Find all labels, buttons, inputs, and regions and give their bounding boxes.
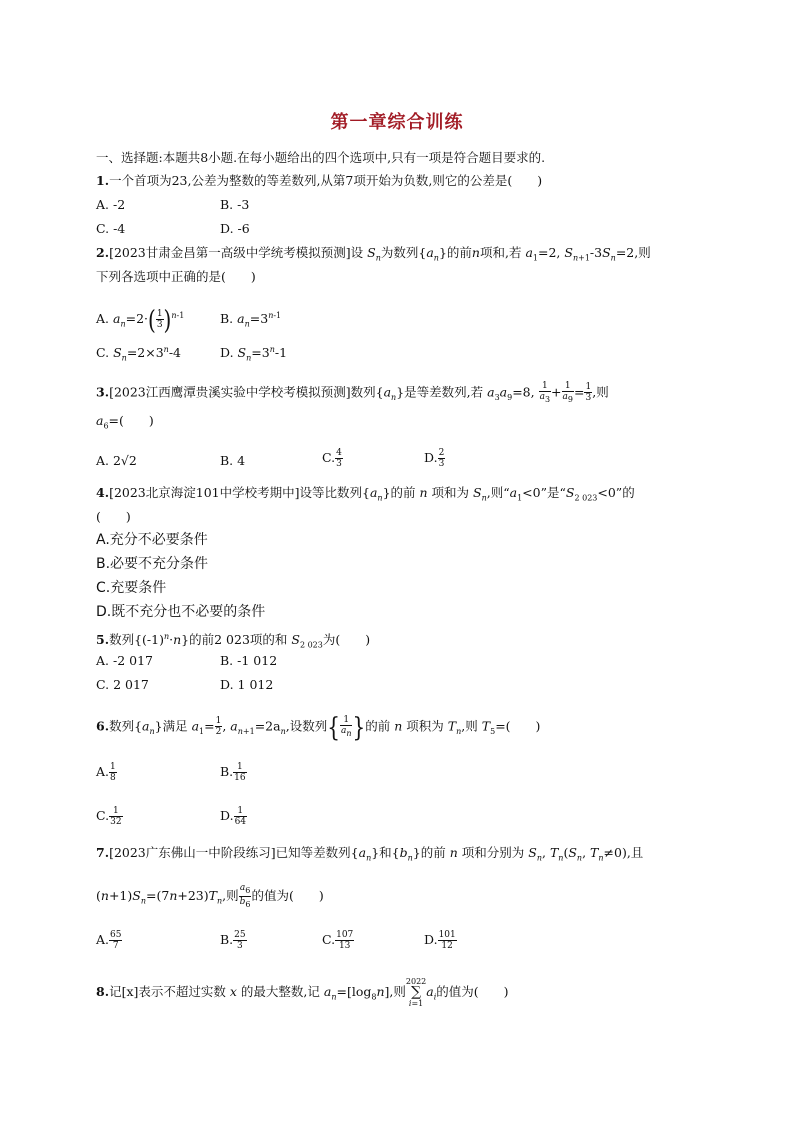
- question-7-line2: $(n+1)S_n=(7n+23)T_n$,则 $\frac{a_6}{b_6}$ 的值为( ): [96, 883, 324, 909]
- question-4: 4.[2023北京海淀101中学校考期中]设等比数列$\{a_n\}$的前 n 项和为 $S_n$,则“$a_1<0$”是“$S_{2 023}<0$”的: [96, 485, 635, 503]
- page-title: 第一章综合训练: [330, 112, 464, 133]
- stem-text: 的值为( ): [436, 984, 509, 999]
- option-b: B.必要不充分条件: [96, 556, 209, 572]
- question-number: 8.: [96, 984, 110, 999]
- question-number: 5.: [96, 632, 110, 648]
- option-a: A. $a_n=2\cdot$( $\frac{1}{3}$ )$^{n-1}$: [96, 304, 185, 336]
- frac-den: 32: [110, 817, 122, 827]
- option-d: [220, 806, 247, 827]
- stem-text: =2,则: [615, 245, 651, 260]
- stem-text: 为数列: [380, 245, 419, 260]
- option-b: [220, 762, 247, 783]
- question-2: 2.[2023甘肃金昌第一高级中学统考模拟预测]设 $S_n$为数列$\{a_n\}$的前n项和,若 $a_1=2$, $S_{n+1}-3S_n=2$,则: [96, 245, 651, 263]
- option-a: A. 2√2: [96, 453, 137, 468]
- frac-den: 64: [234, 817, 247, 827]
- stem-text: 设: [350, 245, 364, 260]
- frac-den: 13: [338, 941, 351, 951]
- question-6: 6.数列$\{a_n\}$满足 $a_1=$ $\frac{1}{2}$ , $a_{n+1}=2a_n$,设数列{ $\frac{1}{a_n}$ }的前 n 项积为 $T_n$,则 $T_5=$( ): [96, 711, 541, 743]
- question-4-line2: ( ): [96, 509, 131, 524]
- frac-num: 1: [109, 806, 122, 817]
- option-d: D. 1 012: [220, 677, 274, 692]
- stem-text: 的前: [365, 718, 391, 734]
- question-3: 3.[2023江西鹰潭贵溪实验中学校考模拟预测]数列$\{a_n\}$是等差数列,若 $a_3a_9=8$, $\frac{1}{a_3}$ + $\frac{1}{a_9}$ = $\frac{1}{3}$ ,则: [96, 381, 609, 404]
- question-number: 2.: [96, 245, 110, 260]
- frac-num: 107: [336, 930, 354, 940]
- option-label: C.: [322, 450, 336, 465]
- frac-num: 101: [438, 930, 456, 940]
- frac-den: 3: [336, 459, 342, 469]
- option-label: C.: [322, 932, 336, 947]
- stem-text: 的前: [446, 245, 472, 260]
- stem-text: 的值为( ): [251, 887, 324, 903]
- option-c: [96, 806, 123, 827]
- option-a: [96, 762, 117, 783]
- option-b: B. -3: [220, 197, 250, 212]
- frac-num: 1: [234, 806, 247, 817]
- option-b: B. -1 012: [220, 653, 278, 668]
- option-label: D.: [424, 450, 438, 465]
- frac-num: 1: [215, 716, 222, 727]
- option-d: [424, 448, 445, 469]
- stem-text: 的最大整数,记: [240, 984, 320, 999]
- frac-den: 7: [112, 941, 119, 951]
- option-a: A. -2 017: [96, 653, 153, 668]
- stem-text: 项积为: [406, 718, 444, 734]
- question-7: 7.[2023广东佛山一中阶段练习]已知等差数列$\{a_n\}$和$\{b_n\}$的前 n 项和分别为 $S_n$, $T_n(S_n$, $T_n\ne 0$),且: [96, 845, 644, 863]
- option-label: D.: [424, 932, 438, 947]
- option-b: [220, 930, 247, 951]
- option-a: A. -2: [96, 197, 126, 212]
- sum-symbol: 2022 ∑ i=1: [405, 977, 427, 1008]
- question-number: 4.: [96, 485, 110, 500]
- question-number: 3.: [96, 384, 110, 400]
- frac-den: 16: [234, 773, 246, 783]
- option-label: A.: [96, 932, 110, 947]
- option-b: B. $a_n=3^{n-1}$: [220, 311, 282, 329]
- frac-num: 2: [438, 448, 445, 458]
- stem-text: ,则: [592, 384, 609, 400]
- frac-num: 1: [110, 762, 116, 772]
- frac-den: 3: [585, 393, 592, 404]
- option-label: A.: [96, 764, 110, 779]
- question-source: [2023北京海淀101中学校考期中]: [109, 485, 300, 500]
- stem-text: 为( ): [322, 632, 371, 648]
- frac-num: 25: [234, 930, 246, 940]
- stem-text: 记[x]表示不超过实数: [109, 984, 226, 999]
- frac-num: 1: [156, 309, 163, 320]
- stem-text: =( ): [495, 718, 541, 734]
- option-label: B.: [220, 764, 234, 779]
- question-1: [96, 173, 542, 189]
- stem-text: ≠0),且: [603, 845, 644, 860]
- option-d: D.既不充分也不必要的条件: [96, 604, 266, 620]
- question-8: 8.记[x]表示不超过实数 x 的最大整数,记 $a_n=[\log_8n]$,则2022 ∑ $i=1a_i$的值为( ): [96, 977, 509, 1008]
- frac-num: 4: [336, 448, 342, 458]
- option-d: [424, 930, 457, 951]
- frac-den: 3: [237, 941, 243, 951]
- question-3-line2: $a_6=$( ): [96, 413, 154, 431]
- frac-num: 65: [110, 930, 122, 940]
- question-number: 7.: [96, 845, 110, 860]
- sum-upper: 2022: [405, 977, 427, 986]
- question-number: 6.: [96, 718, 110, 734]
- option-label: D.: [220, 808, 234, 823]
- question-source: [2023广东佛山一中阶段练习]: [109, 845, 276, 860]
- stem-text: =( ): [108, 413, 154, 428]
- frac-den: 8: [110, 773, 116, 783]
- question-number: 1.: [96, 173, 110, 188]
- question-source: [2023甘肃金昌第一高级中学统考模拟预测]: [109, 245, 351, 260]
- option-a: [96, 930, 122, 951]
- frac-num: 1: [585, 382, 592, 393]
- stem-text: 项和,若: [479, 245, 522, 260]
- option-label: C.: [96, 808, 110, 823]
- frac-den: 3: [156, 320, 163, 331]
- frac-num: 1: [233, 762, 246, 773]
- stem-text: 则: [465, 718, 478, 734]
- option-c: C. 2 017: [96, 677, 149, 692]
- option-c: [322, 930, 354, 951]
- stem-text: ,设数列: [285, 718, 328, 734]
- option-a: A.充分不必要条件: [96, 532, 208, 548]
- option-d: D. -6: [220, 221, 250, 236]
- question-stem: 一个首项为23,公差为整数的等差数列,从第7项开始为负数,则它的公差是( ): [109, 173, 543, 188]
- option-c: C.充要条件: [96, 580, 167, 596]
- option-c: C. $S_n=2\times 3^n-4$: [96, 345, 182, 363]
- question-2-line2: 下列各选项中正确的是( ): [96, 269, 256, 284]
- option-c: [322, 448, 343, 469]
- stem-text: =2a: [254, 718, 281, 734]
- stem-text: ,则: [222, 887, 239, 903]
- option-c: C. -4: [96, 221, 126, 236]
- question-5: 5.数列$\{(-1)^n\cdot n\}$的前2 023项的和 $S_{2 023}$为( ): [96, 632, 371, 650]
- frac-den: 3: [438, 459, 445, 469]
- frac-den: 2: [215, 727, 222, 738]
- frac-den: 12: [441, 941, 453, 951]
- option-b: B. 4: [220, 453, 246, 468]
- question-source: [2023江西鹰潭贵溪实验中学校考模拟预测]: [109, 384, 351, 400]
- option-d: D. $S_n=3^n-1$: [220, 345, 288, 363]
- section-intro: 一、选择题:本题共8小题.在每小题给出的四个选项中,只有一项是符合题目要求的.: [96, 150, 546, 165]
- option-label: B.: [220, 932, 234, 947]
- stem-text: =[log: [336, 984, 372, 999]
